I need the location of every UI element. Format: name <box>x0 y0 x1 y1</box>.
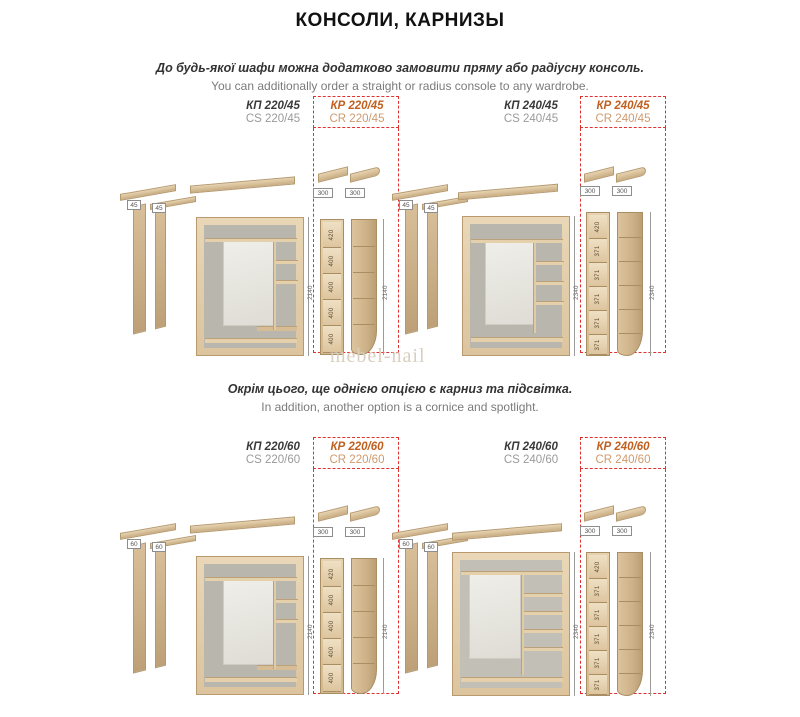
dim-shelf-depth: 60 <box>424 542 438 552</box>
shelf-plank <box>120 184 176 201</box>
dim-console-depth: 300 <box>313 527 333 537</box>
straight-console <box>586 552 610 696</box>
dim-console-height: 2140 <box>382 285 389 300</box>
radius-shelf <box>353 663 375 664</box>
radius-console <box>351 219 377 355</box>
radius-shelf <box>619 333 641 334</box>
dim-shelf-depth: 45 <box>399 200 413 210</box>
side-panel <box>155 546 166 669</box>
radius-console-top-plank <box>350 505 380 521</box>
console-cell: 371 <box>589 651 607 675</box>
wardrobe-base-shelf <box>471 337 563 342</box>
side-panel <box>427 546 438 669</box>
wardrobe-divider <box>521 575 524 675</box>
top-shelf <box>190 516 295 533</box>
code-label-kr-240-45: КР 240/45 CR 240/45 <box>595 100 651 125</box>
code-label-kp-240-45: КП 240/45 CS 240/45 <box>503 100 559 125</box>
shelf-plank <box>120 523 176 540</box>
wardrobe-shelf <box>205 577 297 581</box>
wardrobe-shelf <box>535 281 564 285</box>
code-label-kp-220-60: КП 220/60 CS 220/60 <box>245 441 301 466</box>
wardrobe-shelf <box>523 647 563 651</box>
wardrobe-divider <box>273 242 276 330</box>
wardrobe-shelf <box>471 239 563 243</box>
code-label-kp-220-45: КП 220/45 CS 220/45 <box>245 100 301 125</box>
watermark: mebel-nail <box>330 345 426 367</box>
dim-shelf-depth: 45 <box>127 200 141 210</box>
console-cell: 371 <box>589 335 607 355</box>
top-shelf <box>190 176 295 193</box>
radius-console-top-plank <box>616 505 646 521</box>
wardrobe-divider <box>273 581 276 669</box>
console-cell: 400 <box>323 587 341 613</box>
side-panel <box>427 207 438 330</box>
radius-shelf <box>619 601 641 602</box>
wardrobe-shelf <box>535 301 564 305</box>
wardrobe-shelf <box>461 571 563 575</box>
radius-shelf <box>619 309 641 310</box>
console-cell: 420 <box>323 222 341 248</box>
straight-console <box>586 212 610 356</box>
shelf-plank <box>392 184 448 201</box>
dim-wardrobe-height: 2340 <box>573 285 580 300</box>
radius-shelf <box>619 261 641 262</box>
wardrobe-door <box>223 579 275 665</box>
radius-console-top-plank <box>350 166 380 182</box>
straight-console <box>320 219 344 355</box>
page-title: КОНСОЛИ, КАРНИЗЫ <box>295 10 505 31</box>
wardrobe-drawer <box>257 326 297 331</box>
radius-shelf <box>353 246 375 247</box>
console-cell: 371 <box>589 627 607 651</box>
side-panel <box>133 542 146 673</box>
top-shelf <box>452 523 562 541</box>
console-cell: 371 <box>589 603 607 627</box>
console-top-plank <box>318 166 348 182</box>
dim-console-depth: 300 <box>313 188 333 198</box>
dim-line <box>650 212 651 356</box>
dim-shelf-depth: 45 <box>424 203 438 213</box>
dim-shelf-depth: 60 <box>399 539 413 549</box>
radius-console <box>617 212 643 356</box>
side-panel <box>155 207 166 330</box>
dim-wardrobe-height: 2140 <box>307 624 314 639</box>
section2-caption-ua: Окрім цього, ще однією опцією є карниз та підсвітка. <box>227 382 573 396</box>
console-cell: 420 <box>323 561 341 587</box>
wardrobe-divider <box>533 243 536 333</box>
radius-shelf <box>619 649 641 650</box>
radius-console-top-plank <box>616 166 646 182</box>
console-cell: 371 <box>589 675 607 695</box>
wardrobe-shelf <box>205 238 297 242</box>
dim-shelf-depth: 45 <box>152 203 166 213</box>
radius-console <box>351 558 377 694</box>
radius-shelf <box>353 637 375 638</box>
dim-console-depth: 300 <box>580 526 600 536</box>
radius-shelf <box>619 237 641 238</box>
console-cell: 371 <box>589 579 607 603</box>
console-cell: 371 <box>589 311 607 335</box>
radius-console <box>617 552 643 696</box>
dim-wardrobe-height: 2140 <box>307 285 314 300</box>
side-panel <box>405 542 418 673</box>
console-top-plank <box>584 166 614 182</box>
wardrobe-shelf <box>523 611 563 615</box>
side-panel <box>405 203 418 334</box>
code-label-kp-240-60: КП 240/60 CS 240/60 <box>503 441 559 466</box>
section1-caption-ua: До будь-якої шафи можна додатково замовити пряму або радіусну консоль. <box>156 61 644 75</box>
console-top-plank <box>318 505 348 521</box>
radius-shelf <box>353 324 375 325</box>
section2-caption-en: In addition, another option is a cornice and spotlight. <box>261 400 539 414</box>
dim-console-height: 2340 <box>649 285 656 300</box>
wardrobe-shelf <box>535 261 564 265</box>
wardrobe-base-shelf <box>205 677 297 682</box>
wardrobe-carcass <box>462 216 570 356</box>
dim-console-height: 2140 <box>382 624 389 639</box>
console-cell: 371 <box>589 239 607 263</box>
radius-shelf <box>353 298 375 299</box>
console-cell: 420 <box>589 555 607 579</box>
side-panel <box>133 203 146 334</box>
straight-console <box>320 558 344 694</box>
dim-radius-depth: 300 <box>612 186 632 196</box>
dim-radius-depth: 300 <box>345 188 365 198</box>
wardrobe-base-shelf <box>461 677 563 682</box>
dim-radius-depth: 300 <box>612 526 632 536</box>
console-cell: 420 <box>589 215 607 239</box>
radius-shelf <box>353 611 375 612</box>
radius-shelf <box>619 625 641 626</box>
wardrobe-shelf <box>275 599 298 603</box>
code-label-kr-220-45: КР 220/45 CR 220/45 <box>329 100 385 125</box>
wardrobe-base-shelf <box>205 338 297 343</box>
wardrobe-carcass <box>452 552 570 696</box>
wardrobe-drawer <box>257 665 297 670</box>
console-cell: 400 <box>323 613 341 639</box>
radius-shelf <box>619 673 641 674</box>
console-cell: 400 <box>323 665 341 692</box>
code-label-kr-220-60: КР 220/60 CR 220/60 <box>329 441 385 466</box>
wardrobe-carcass <box>196 217 304 356</box>
console-cell: 400 <box>323 274 341 300</box>
dim-wardrobe-height: 2340 <box>573 624 580 639</box>
console-cell: 371 <box>589 287 607 311</box>
wardrobe-shelf <box>275 280 298 284</box>
console-cell: 400 <box>323 639 341 665</box>
dim-radius-depth: 300 <box>345 527 365 537</box>
radius-shelf <box>619 577 641 578</box>
wardrobe-shelf <box>275 619 298 623</box>
wardrobe-door <box>485 241 535 325</box>
console-cell: 400 <box>323 326 341 353</box>
wardrobe-shelf <box>523 629 563 633</box>
dim-shelf-depth: 60 <box>152 542 166 552</box>
console-cell: 371 <box>589 263 607 287</box>
top-shelf <box>458 184 558 201</box>
wardrobe-carcass <box>196 556 304 695</box>
dim-shelf-depth: 60 <box>127 539 141 549</box>
code-label-kr-240-60: КР 240/60 CR 240/60 <box>595 441 651 466</box>
dim-console-height: 2340 <box>649 624 656 639</box>
wardrobe-shelf <box>523 593 563 597</box>
radius-shelf <box>353 585 375 586</box>
wardrobe-shelf <box>275 260 298 264</box>
section1-caption-en: You can additionally order a straight or radius console to any wardrobe. <box>211 79 589 93</box>
console-cell: 400 <box>323 248 341 274</box>
console-cell: 400 <box>323 300 341 326</box>
radius-shelf <box>619 285 641 286</box>
console-top-plank <box>584 505 614 521</box>
dim-console-depth: 300 <box>580 186 600 196</box>
radius-shelf <box>353 272 375 273</box>
wardrobe-door <box>469 573 521 659</box>
wardrobe-door <box>223 240 275 326</box>
shelf-plank <box>392 523 448 540</box>
